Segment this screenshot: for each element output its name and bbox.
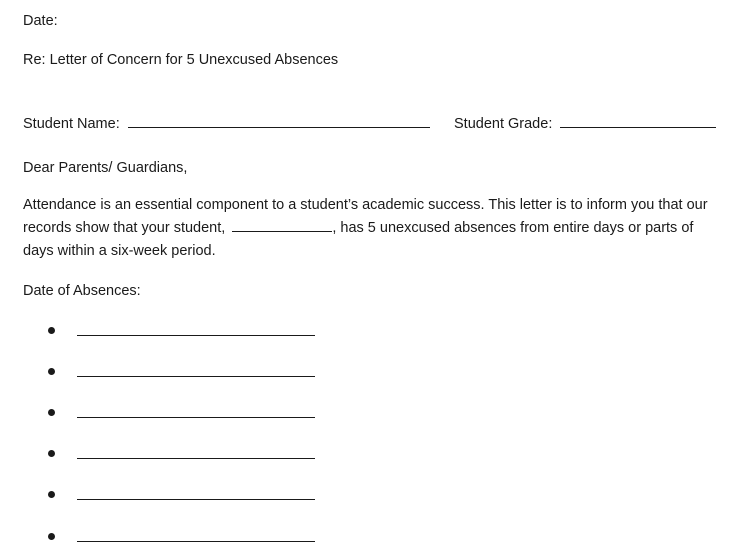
student-inline-field[interactable] [232,217,332,232]
absence-item [48,362,328,382]
absence-date-field[interactable] [77,376,315,377]
absence-date-field[interactable] [77,541,315,542]
absence-date-field[interactable] [77,499,315,500]
student-name-field[interactable] [128,113,430,128]
bullet-icon [48,491,55,498]
absence-item [48,321,328,341]
body-text-part2: , has 5 unexcused absences from entire days or parts of days within a six-week period. [23,220,694,259]
absence-date-field[interactable] [77,417,315,418]
absence-item [48,444,328,464]
student-name-label: Student Name: [23,116,120,132]
bullet-icon [48,409,55,416]
student-grade-field[interactable] [560,113,716,128]
body-text-part1: Attendance is an essential component to a student’s academic success. This letter is to inform you that our records show that your student, [23,197,708,236]
re-line: Re: Letter of Concern for 5 Unexcused Absences [23,52,339,68]
bullet-icon [48,327,55,334]
absences-label: Date of Absences: [23,283,141,299]
student-grade-row [454,113,716,133]
bullet-icon [48,533,55,540]
absence-date-field[interactable] [77,335,315,336]
student-name-row [23,113,430,133]
student-grade-label: Student Grade: [454,116,553,132]
absence-item [48,527,328,547]
greeting: Dear Parents/ Guardians, [23,160,188,176]
body-paragraph [23,194,728,263]
absence-date-field[interactable] [77,458,315,459]
absence-item [48,485,328,505]
bullet-icon [48,368,55,375]
bullet-icon [48,450,55,457]
date-label: Date: [23,13,58,29]
absence-item [48,403,328,423]
